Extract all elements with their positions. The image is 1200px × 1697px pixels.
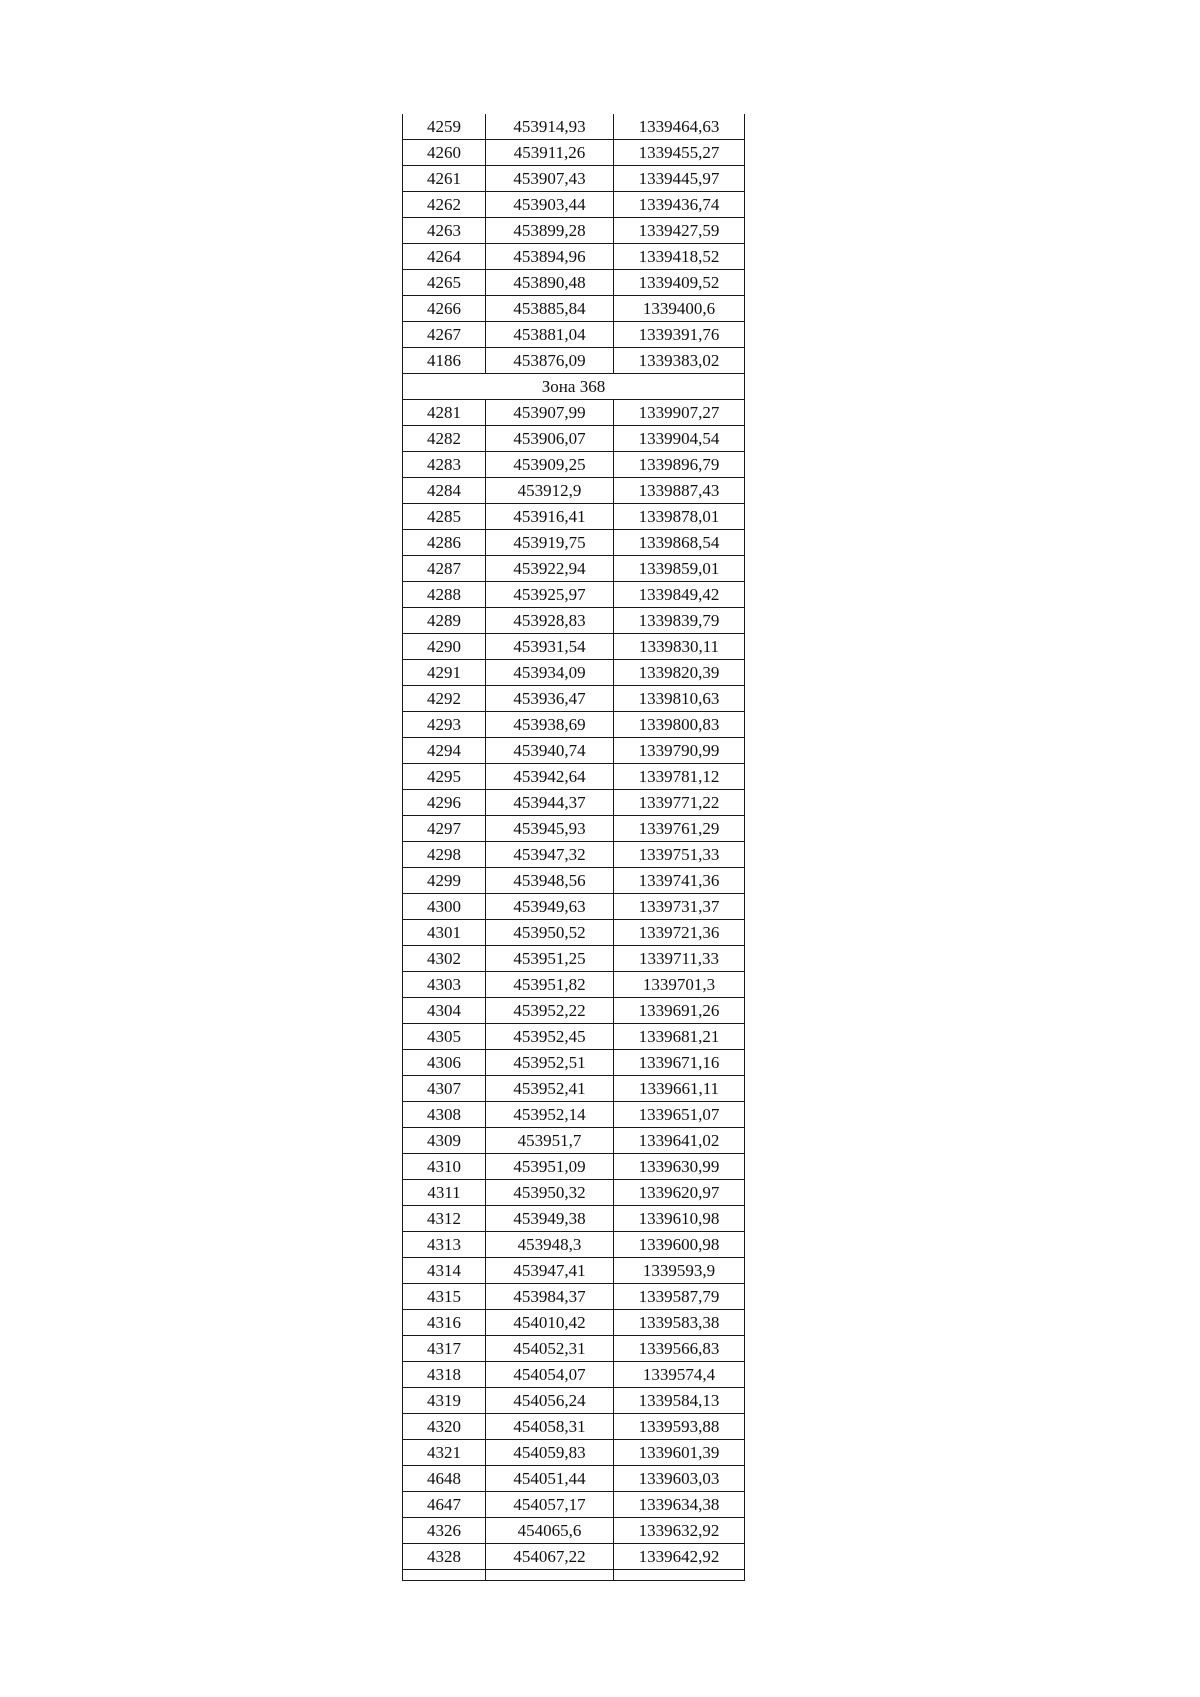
- point-number-cell: 4302: [403, 946, 486, 972]
- y-coordinate-cell: 1339701,3: [614, 972, 745, 998]
- table-row: [403, 1440, 745, 1466]
- x-coordinate-cell: 453952,51: [486, 1050, 614, 1076]
- table-row: [403, 946, 745, 972]
- y-coordinate-cell: 1339391,76: [614, 322, 745, 348]
- table-row: [403, 296, 745, 322]
- y-coordinate-cell: 1339601,39: [614, 1440, 745, 1466]
- table-row: [403, 1180, 745, 1206]
- x-coordinate-cell: 453899,28: [486, 218, 614, 244]
- y-coordinate-cell: 1339887,43: [614, 478, 745, 504]
- x-coordinate-cell: 453938,69: [486, 712, 614, 738]
- empty-cell: [403, 1570, 486, 1581]
- table-row: [403, 1544, 745, 1570]
- point-number-cell: 4259: [403, 114, 486, 140]
- y-coordinate-cell: 1339400,6: [614, 296, 745, 322]
- x-coordinate-cell: 453952,14: [486, 1102, 614, 1128]
- point-number-cell: 4266: [403, 296, 486, 322]
- x-coordinate-cell: 453984,37: [486, 1284, 614, 1310]
- table-row: [403, 920, 745, 946]
- x-coordinate-cell: 453876,09: [486, 348, 614, 374]
- point-number-cell: 4305: [403, 1024, 486, 1050]
- empty-cell: [614, 1570, 745, 1581]
- x-coordinate-cell: 453903,44: [486, 192, 614, 218]
- x-coordinate-cell: 453951,7: [486, 1128, 614, 1154]
- point-number-cell: 4299: [403, 868, 486, 894]
- x-coordinate-cell: 453949,63: [486, 894, 614, 920]
- x-coordinate-cell: 453947,41: [486, 1258, 614, 1284]
- y-coordinate-cell: 1339610,98: [614, 1206, 745, 1232]
- x-coordinate-cell: 453928,83: [486, 608, 614, 634]
- x-coordinate-cell: 453936,47: [486, 686, 614, 712]
- point-number-cell: 4290: [403, 634, 486, 660]
- y-coordinate-cell: 1339761,29: [614, 816, 745, 842]
- point-number-cell: 4315: [403, 1284, 486, 1310]
- point-number-cell: 4286: [403, 530, 486, 556]
- point-number-cell: 4294: [403, 738, 486, 764]
- point-number-cell: 4262: [403, 192, 486, 218]
- x-coordinate-cell: 453912,9: [486, 478, 614, 504]
- point-number-cell: 4264: [403, 244, 486, 270]
- y-coordinate-cell: 1339839,79: [614, 608, 745, 634]
- table-row: [403, 868, 745, 894]
- y-coordinate-cell: 1339641,02: [614, 1128, 745, 1154]
- table-row: [403, 1258, 745, 1284]
- table-row: [403, 608, 745, 634]
- point-number-cell: 4321: [403, 1440, 486, 1466]
- x-coordinate-cell: 453951,25: [486, 946, 614, 972]
- point-number-cell: 4260: [403, 140, 486, 166]
- x-coordinate-cell: 453944,37: [486, 790, 614, 816]
- point-number-cell: 4319: [403, 1388, 486, 1414]
- x-coordinate-cell: 453952,41: [486, 1076, 614, 1102]
- y-coordinate-cell: 1339731,37: [614, 894, 745, 920]
- table-row: [403, 1336, 745, 1362]
- y-coordinate-cell: 1339583,38: [614, 1310, 745, 1336]
- point-number-cell: 4309: [403, 1128, 486, 1154]
- table-row: [403, 1466, 745, 1492]
- point-number-cell: 4291: [403, 660, 486, 686]
- y-coordinate-cell: 1339790,99: [614, 738, 745, 764]
- y-coordinate-cell: 1339878,01: [614, 504, 745, 530]
- point-number-cell: 4311: [403, 1180, 486, 1206]
- point-number-cell: 4312: [403, 1206, 486, 1232]
- x-coordinate-cell: 453948,3: [486, 1232, 614, 1258]
- x-coordinate-cell: 453949,38: [486, 1206, 614, 1232]
- point-number-cell: 4326: [403, 1518, 486, 1544]
- point-number-cell: 4648: [403, 1466, 486, 1492]
- x-coordinate-cell: 453950,32: [486, 1180, 614, 1206]
- table-row: [403, 530, 745, 556]
- x-coordinate-cell: 453945,93: [486, 816, 614, 842]
- x-coordinate-cell: 454054,07: [486, 1362, 614, 1388]
- table-row: [403, 114, 745, 140]
- table-row: [403, 972, 745, 998]
- x-coordinate-cell: 453952,22: [486, 998, 614, 1024]
- y-coordinate-cell: 1339907,27: [614, 400, 745, 426]
- y-coordinate-cell: 1339600,98: [614, 1232, 745, 1258]
- x-coordinate-cell: 453911,26: [486, 140, 614, 166]
- table-row: [403, 1154, 745, 1180]
- y-coordinate-cell: 1339632,92: [614, 1518, 745, 1544]
- point-number-cell: 4314: [403, 1258, 486, 1284]
- y-coordinate-cell: 1339651,07: [614, 1102, 745, 1128]
- table-row: [403, 556, 745, 582]
- table-row: [403, 1024, 745, 1050]
- x-coordinate-cell: 453947,32: [486, 842, 614, 868]
- point-number-cell: 4282: [403, 426, 486, 452]
- y-coordinate-cell: 1339464,63: [614, 114, 745, 140]
- point-number-cell: 4298: [403, 842, 486, 868]
- y-coordinate-cell: 1339681,21: [614, 1024, 745, 1050]
- table-row: [403, 1518, 745, 1544]
- point-number-cell: 4296: [403, 790, 486, 816]
- point-number-cell: 4283: [403, 452, 486, 478]
- y-coordinate-cell: 1339409,52: [614, 270, 745, 296]
- table-row: [403, 660, 745, 686]
- x-coordinate-cell: 454059,83: [486, 1440, 614, 1466]
- x-coordinate-cell: 453951,82: [486, 972, 614, 998]
- point-number-cell: 4288: [403, 582, 486, 608]
- table-row: [403, 1284, 745, 1310]
- point-number-cell: 4263: [403, 218, 486, 244]
- y-coordinate-cell: 1339820,39: [614, 660, 745, 686]
- point-number-cell: 4297: [403, 816, 486, 842]
- y-coordinate-cell: 1339751,33: [614, 842, 745, 868]
- table-row: [403, 634, 745, 660]
- table-row: [403, 712, 745, 738]
- y-coordinate-cell: 1339781,12: [614, 764, 745, 790]
- point-number-cell: 4310: [403, 1154, 486, 1180]
- point-number-cell: 4313: [403, 1232, 486, 1258]
- x-coordinate-cell: 453914,93: [486, 114, 614, 140]
- y-coordinate-cell: 1339691,26: [614, 998, 745, 1024]
- point-number-cell: 4295: [403, 764, 486, 790]
- point-number-cell: 4289: [403, 608, 486, 634]
- table-row: [403, 1492, 745, 1518]
- x-coordinate-cell: 454010,42: [486, 1310, 614, 1336]
- table-row: [403, 322, 745, 348]
- table-row: [403, 270, 745, 296]
- point-number-cell: 4285: [403, 504, 486, 530]
- x-coordinate-cell: 454056,24: [486, 1388, 614, 1414]
- table-row: [403, 1128, 745, 1154]
- x-coordinate-cell: 454057,17: [486, 1492, 614, 1518]
- table-row: [403, 192, 745, 218]
- y-coordinate-cell: 1339584,13: [614, 1388, 745, 1414]
- y-coordinate-cell: 1339418,52: [614, 244, 745, 270]
- point-number-cell: 4320: [403, 1414, 486, 1440]
- table-row: [403, 1388, 745, 1414]
- x-coordinate-cell: 453931,54: [486, 634, 614, 660]
- y-coordinate-cell: 1339868,54: [614, 530, 745, 556]
- table-row: [403, 348, 745, 374]
- x-coordinate-cell: 453948,56: [486, 868, 614, 894]
- table-row: [403, 816, 745, 842]
- table-row: [403, 218, 745, 244]
- empty-cell: [486, 1570, 614, 1581]
- point-number-cell: 4301: [403, 920, 486, 946]
- x-coordinate-cell: 453940,74: [486, 738, 614, 764]
- x-coordinate-cell: 454058,31: [486, 1414, 614, 1440]
- y-coordinate-cell: 1339634,38: [614, 1492, 745, 1518]
- table-row: [403, 504, 745, 530]
- y-coordinate-cell: 1339711,33: [614, 946, 745, 972]
- point-number-cell: 4186: [403, 348, 486, 374]
- x-coordinate-cell: 453925,97: [486, 582, 614, 608]
- x-coordinate-cell: 454065,6: [486, 1518, 614, 1544]
- x-coordinate-cell: 453952,45: [486, 1024, 614, 1050]
- y-coordinate-cell: 1339800,83: [614, 712, 745, 738]
- y-coordinate-cell: 1339661,11: [614, 1076, 745, 1102]
- x-coordinate-cell: 454051,44: [486, 1466, 614, 1492]
- y-coordinate-cell: 1339455,27: [614, 140, 745, 166]
- point-number-cell: 4287: [403, 556, 486, 582]
- table-row: [403, 582, 745, 608]
- x-coordinate-cell: 453916,41: [486, 504, 614, 530]
- y-coordinate-cell: 1339593,88: [614, 1414, 745, 1440]
- y-coordinate-cell: 1339620,97: [614, 1180, 745, 1206]
- zone-label: Зона 368: [403, 374, 745, 400]
- y-coordinate-cell: 1339436,74: [614, 192, 745, 218]
- table-row: [403, 166, 745, 192]
- table-row: [403, 1050, 745, 1076]
- table-row: [403, 478, 745, 504]
- table-row: [403, 1310, 745, 1336]
- x-coordinate-cell: 453894,96: [486, 244, 614, 270]
- y-coordinate-cell: 1339593,9: [614, 1258, 745, 1284]
- point-number-cell: 4284: [403, 478, 486, 504]
- table-row: [403, 244, 745, 270]
- x-coordinate-cell: 454067,22: [486, 1544, 614, 1570]
- point-number-cell: 4267: [403, 322, 486, 348]
- point-number-cell: 4304: [403, 998, 486, 1024]
- y-coordinate-cell: 1339830,11: [614, 634, 745, 660]
- x-coordinate-cell: 453934,09: [486, 660, 614, 686]
- point-number-cell: 4300: [403, 894, 486, 920]
- y-coordinate-cell: 1339630,99: [614, 1154, 745, 1180]
- coordinates-table-body: [403, 114, 745, 1581]
- x-coordinate-cell: 453890,48: [486, 270, 614, 296]
- table-row: [403, 1102, 745, 1128]
- x-coordinate-cell: 453951,09: [486, 1154, 614, 1180]
- table-row: [403, 842, 745, 868]
- table-row: [403, 452, 745, 478]
- point-number-cell: 4292: [403, 686, 486, 712]
- point-number-cell: 4318: [403, 1362, 486, 1388]
- x-coordinate-cell: 453919,75: [486, 530, 614, 556]
- x-coordinate-cell: 453907,99: [486, 400, 614, 426]
- table-row: [403, 1232, 745, 1258]
- y-coordinate-cell: 1339642,92: [614, 1544, 745, 1570]
- point-number-cell: 4328: [403, 1544, 486, 1570]
- y-coordinate-cell: 1339859,01: [614, 556, 745, 582]
- y-coordinate-cell: 1339603,03: [614, 1466, 745, 1492]
- x-coordinate-cell: 454052,31: [486, 1336, 614, 1362]
- table-row: [403, 894, 745, 920]
- table-row: [403, 426, 745, 452]
- y-coordinate-cell: 1339566,83: [614, 1336, 745, 1362]
- x-coordinate-cell: 453909,25: [486, 452, 614, 478]
- zone-header-row: [403, 374, 745, 400]
- table-row: [403, 1362, 745, 1388]
- table-row: [403, 1076, 745, 1102]
- point-number-cell: 4261: [403, 166, 486, 192]
- y-coordinate-cell: 1339896,79: [614, 452, 745, 478]
- y-coordinate-cell: 1339721,36: [614, 920, 745, 946]
- y-coordinate-cell: 1339810,63: [614, 686, 745, 712]
- table-row: [403, 764, 745, 790]
- point-number-cell: 4303: [403, 972, 486, 998]
- y-coordinate-cell: 1339849,42: [614, 582, 745, 608]
- point-number-cell: 4293: [403, 712, 486, 738]
- point-number-cell: 4265: [403, 270, 486, 296]
- point-number-cell: 4281: [403, 400, 486, 426]
- point-number-cell: 4307: [403, 1076, 486, 1102]
- table-row: [403, 998, 745, 1024]
- point-number-cell: 4317: [403, 1336, 486, 1362]
- y-coordinate-cell: 1339574,4: [614, 1362, 745, 1388]
- y-coordinate-cell: 1339671,16: [614, 1050, 745, 1076]
- table-row: [403, 790, 745, 816]
- y-coordinate-cell: 1339741,36: [614, 868, 745, 894]
- y-coordinate-cell: 1339587,79: [614, 1284, 745, 1310]
- point-number-cell: 4647: [403, 1492, 486, 1518]
- y-coordinate-cell: 1339445,97: [614, 166, 745, 192]
- table-row: [403, 140, 745, 166]
- x-coordinate-cell: 453881,04: [486, 322, 614, 348]
- x-coordinate-cell: 453950,52: [486, 920, 614, 946]
- x-coordinate-cell: 453885,84: [486, 296, 614, 322]
- point-number-cell: 4308: [403, 1102, 486, 1128]
- x-coordinate-cell: 453907,43: [486, 166, 614, 192]
- table-row: [403, 686, 745, 712]
- y-coordinate-cell: 1339904,54: [614, 426, 745, 452]
- table-row: [403, 400, 745, 426]
- table-row: [403, 1206, 745, 1232]
- point-number-cell: 4316: [403, 1310, 486, 1336]
- y-coordinate-cell: 1339383,02: [614, 348, 745, 374]
- x-coordinate-cell: 453922,94: [486, 556, 614, 582]
- y-coordinate-cell: 1339771,22: [614, 790, 745, 816]
- table-trailing-empty-row: [403, 1570, 745, 1581]
- table-row: [403, 738, 745, 764]
- table-row: [403, 1414, 745, 1440]
- point-number-cell: 4306: [403, 1050, 486, 1076]
- coordinates-sheet: [402, 114, 744, 1581]
- x-coordinate-cell: 453906,07: [486, 426, 614, 452]
- x-coordinate-cell: 453942,64: [486, 764, 614, 790]
- y-coordinate-cell: 1339427,59: [614, 218, 745, 244]
- coordinates-table: [402, 114, 745, 1581]
